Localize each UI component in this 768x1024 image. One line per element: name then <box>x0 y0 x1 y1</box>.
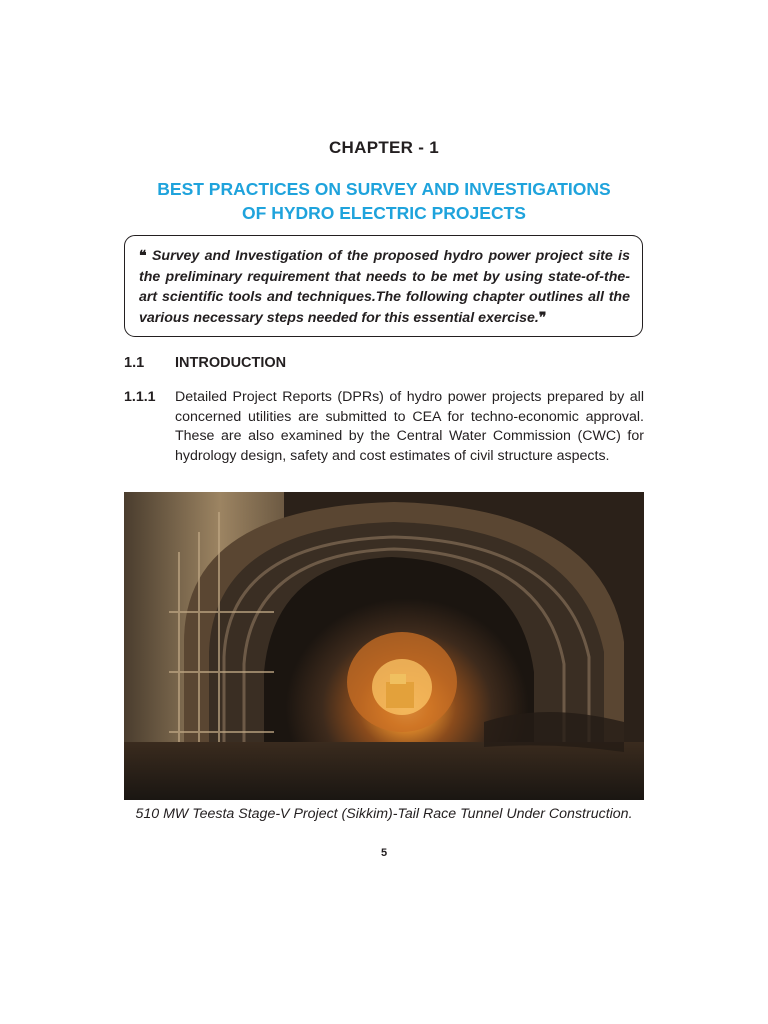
close-quote-mark: ❞ <box>538 309 547 326</box>
summary-quote-box <box>124 235 643 337</box>
tunnel-photo-illustration <box>124 492 644 800</box>
section-heading <box>124 355 644 371</box>
section-number: 1.1 <box>124 355 145 371</box>
open-quote-mark: ❝ <box>139 248 147 264</box>
paragraph-text: Detailed Project Reports (DPRs) of hydro power projects prepared by all concerned utilities are submitted to CEA for techno-economic approval. These are also examined by the Central Water Commission (CWC) for hydrology design, safety and cost estimates of civil structure aspects. <box>175 389 644 464</box>
tunnel-photo <box>124 492 644 800</box>
chapter-title <box>0 177 768 225</box>
page-number: 5 <box>380 847 388 859</box>
section-title: INTRODUCTION <box>175 355 287 371</box>
paragraph-number: 1.1.1 <box>124 389 156 405</box>
chapter-title-line-1: BEST PRACTICES ON SURVEY AND INVESTIGATIONS <box>157 179 611 199</box>
chapter-label: CHAPTER - 1 <box>328 138 440 157</box>
chapter-title-line-2: OF HYDRO ELECTRIC PROJECTS <box>242 203 526 223</box>
paragraph <box>124 388 644 466</box>
summary-quote-text: Survey and Investigation of the proposed hydro power project site is the preliminary requirement that needs to be met by using state-of-the-art scientific tools and techniques.The following chapter outlines all the various necessary steps needed for this essential exercise. <box>139 248 630 326</box>
figure-caption: 510 MW Teesta Stage-V Project (Sikkim)-Tail Race Tunnel Under Construction. <box>135 806 633 822</box>
